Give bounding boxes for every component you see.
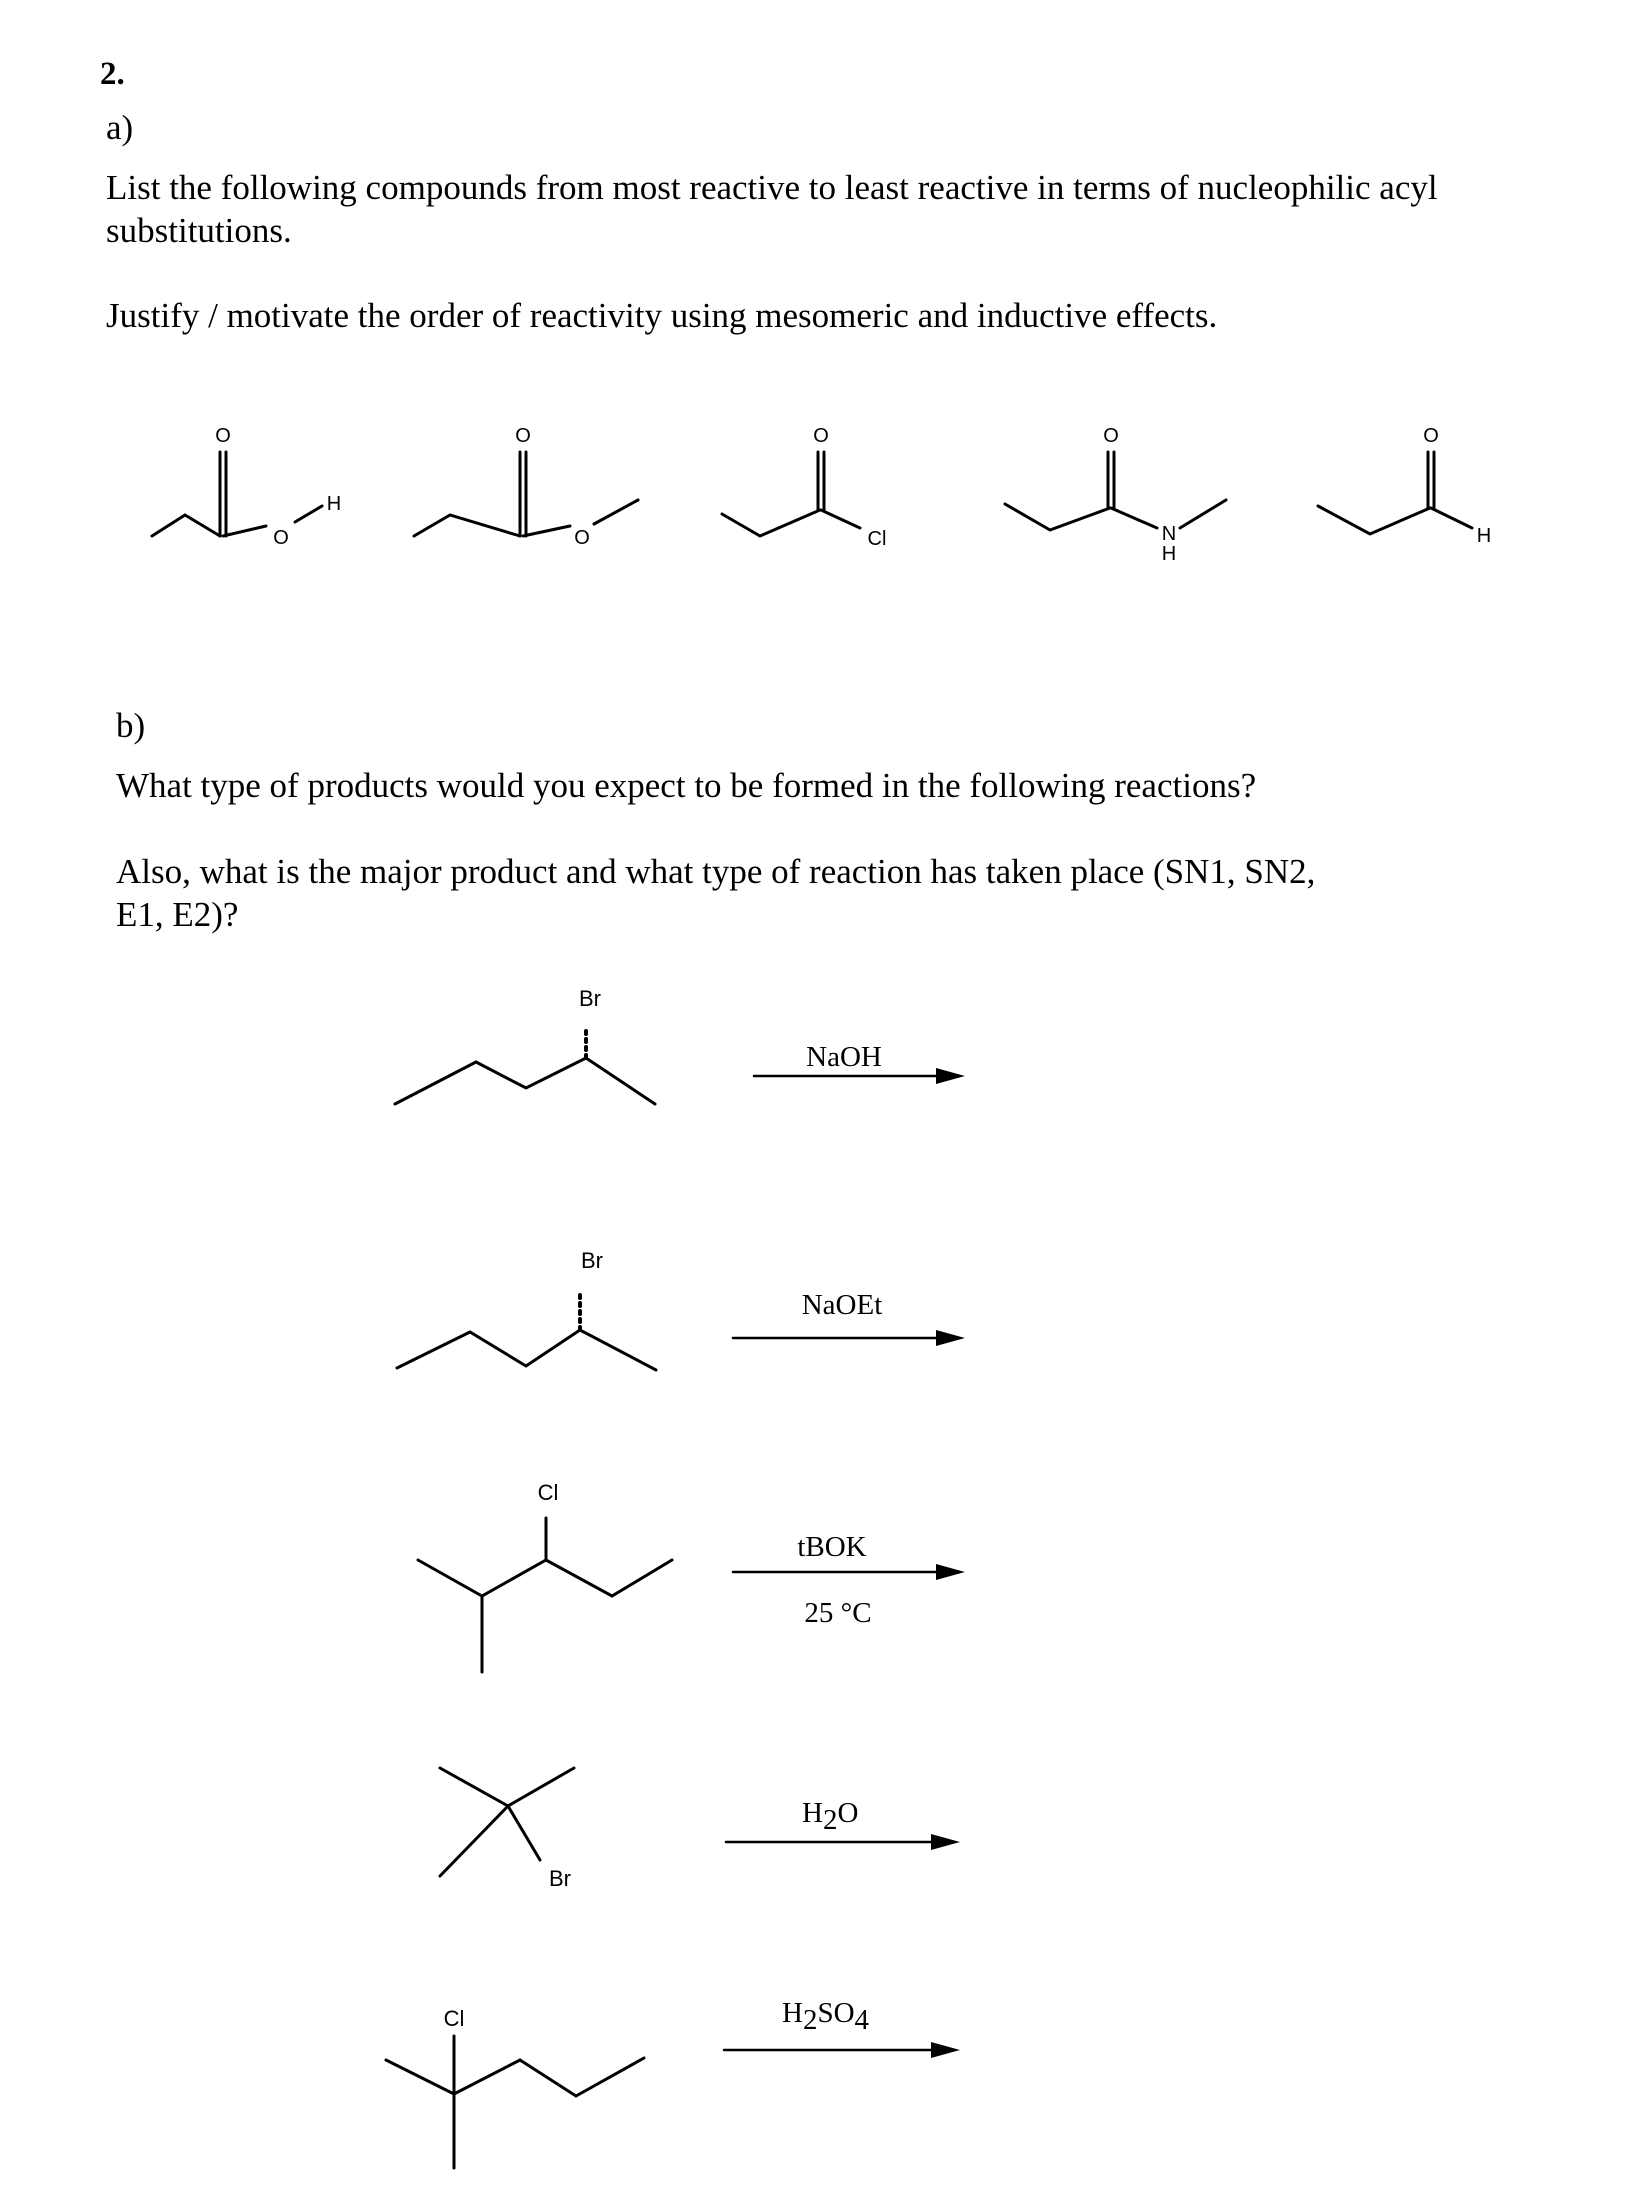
r1-reagent: NaOH — [806, 1041, 882, 1073]
reaction1-substrate — [395, 1026, 655, 1104]
r3-condition: 25 °C — [804, 1597, 872, 1629]
r2-bromine: Br — [581, 1248, 603, 1273]
reaction5-arrow — [724, 2042, 960, 2058]
part-b-label: b) — [116, 706, 146, 745]
c5-hydrogen: H — [1476, 525, 1492, 547]
r1-bromine: Br — [579, 986, 601, 1011]
compound-methyl-propanoate — [414, 452, 638, 536]
compound-propanoyl-chloride — [722, 452, 860, 536]
r3-reagent: tBOK — [797, 1531, 867, 1563]
r5-reagent — [782, 1997, 870, 2036]
c2-carbonyl-o: O — [515, 425, 531, 447]
c4-nitrogen: N — [1161, 523, 1177, 545]
r4-reagent — [802, 1797, 858, 1836]
r5-chlorine: Cl — [443, 2006, 465, 2031]
part-a-instruction-line2: substitutions. — [106, 211, 292, 250]
part-a-label: a) — [106, 108, 134, 147]
c4-hydrogen: H — [1161, 543, 1177, 565]
reaction2-substrate — [397, 1290, 656, 1370]
c1-hydroxyl-o: O — [273, 527, 289, 549]
reaction3-substrate — [418, 1518, 672, 1672]
part-b-question2-line2: E1, E2)? — [116, 895, 239, 934]
compound-propanoic-acid — [152, 452, 322, 536]
compound-propanal — [1318, 452, 1472, 534]
part-b-question1: What type of products would you expect to be formed in the following reactions? — [116, 766, 1257, 805]
r5-reagent-h: H — [782, 1997, 803, 2029]
c1-hydrogen: H — [326, 493, 342, 515]
c1-carbonyl-o: O — [215, 425, 231, 447]
c4-carbonyl-o: O — [1103, 425, 1119, 447]
part-a-justify: Justify / motivate the order of reactivity using mesomeric and inductive effects. — [106, 296, 1218, 335]
reaction4-arrow — [726, 1834, 960, 1850]
r4-reagent-sub: 2 — [822, 1804, 838, 1836]
r3-chlorine: Cl — [537, 1480, 559, 1505]
c3-carbonyl-o: O — [813, 425, 829, 447]
r4-reagent-h: H — [802, 1797, 823, 1829]
r2-reagent: NaOEt — [801, 1289, 883, 1321]
compound-n-methylpropanamide — [1005, 452, 1226, 530]
c5-carbonyl-o: O — [1423, 425, 1439, 447]
reaction2-arrow — [733, 1330, 965, 1346]
c3-chlorine: Cl — [867, 528, 887, 550]
r4-bromine: Br — [549, 1866, 571, 1891]
reaction4-substrate — [440, 1768, 574, 1876]
reaction3-arrow — [733, 1564, 965, 1580]
r5-reagent-so: SO — [817, 1997, 855, 2029]
c2-ester-o: O — [574, 527, 590, 549]
r5-reagent-sub: 2 — [802, 2004, 818, 2036]
reaction5-substrate — [386, 2036, 644, 2168]
part-b-question2-line1: Also, what is the major product and what type of reaction has taken place (SN1, SN2, — [116, 852, 1316, 891]
r4-reagent-o: O — [837, 1797, 859, 1829]
part-a-instruction-line1: List the following compounds from most reactive to least reactive in terms of nucleophilic acyl — [106, 168, 1438, 207]
question-number: 2. — [100, 56, 125, 92]
r5-reagent-sub2: 4 — [854, 2004, 870, 2036]
